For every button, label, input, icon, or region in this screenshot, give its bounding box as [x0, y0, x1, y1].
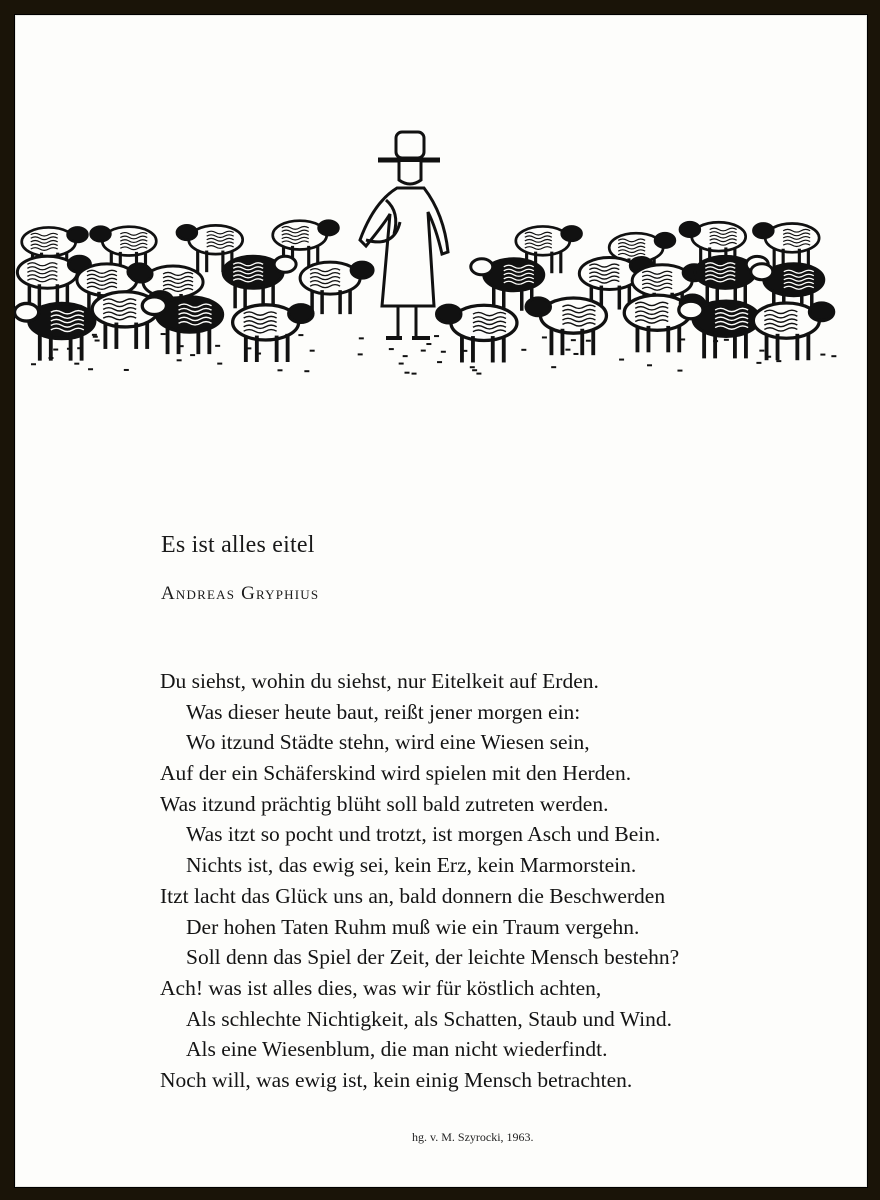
- poem-line: Als eine Wiesenblum, die man nicht wiederfindt.: [186, 1037, 608, 1062]
- poem-line: Du siehst, wohin du siehst, nur Eitelkeit auf Erden.: [160, 669, 599, 693]
- poem-title: Es ist alles eitel: [161, 532, 315, 558]
- shepherd-herd-illustration: [14, 124, 866, 394]
- sheep: [300, 262, 373, 314]
- poem-line: Auf der ein Schäferskind wird spielen mit den Herden.: [160, 761, 632, 786]
- poem-line: Der hohen Taten Ruhm muß wie ein Traum vergehn.: [186, 914, 640, 939]
- sheep: [437, 305, 517, 362]
- sheep: [223, 256, 296, 308]
- poem-line: Als schlechte Nichtigkeit, als Schatten, Staub und Wind.: [186, 1006, 672, 1031]
- poem-line: Wo itzund Städte stehn, wird eine Wiesen sein,: [186, 730, 590, 755]
- poem-body: [160, 666, 800, 1096]
- poem-line: Noch will, was ewig ist, kein einig Mensch betrachten.: [160, 1067, 633, 1092]
- poem-line: Itzt lacht das Glück uns an, bald donnern die Beschwerden: [160, 883, 666, 908]
- poem-line: Nichts ist, das ewig sei, kein Erz, kein Marmorstein.: [186, 853, 637, 878]
- poem-line: Soll denn das Spiel der Zeit, der leichte Mensch bestehn?: [186, 945, 680, 970]
- poem-line: Was itzund prächtig blüht soll bald zutreten werden.: [160, 791, 609, 816]
- sheep: [15, 303, 95, 360]
- sheep: [526, 298, 606, 355]
- sheep: [679, 301, 759, 358]
- sheep: [233, 305, 313, 362]
- source-citation: hg. v. M. Szyrocki, 1963.: [412, 1130, 534, 1144]
- poem-line: Was dieser heute baut, reißt jener morgen ein:: [186, 699, 581, 724]
- poem-line: Was itzt so pocht und trotzt, ist morgen Asch und Bein.: [186, 822, 661, 847]
- poem-line: Ach! was ist alles dies, was wir für köstlich achten,: [160, 975, 602, 1000]
- poem-author: Andreas Gryphius: [161, 583, 320, 604]
- shepherd-figure: [360, 132, 448, 338]
- sheep: [753, 303, 833, 360]
